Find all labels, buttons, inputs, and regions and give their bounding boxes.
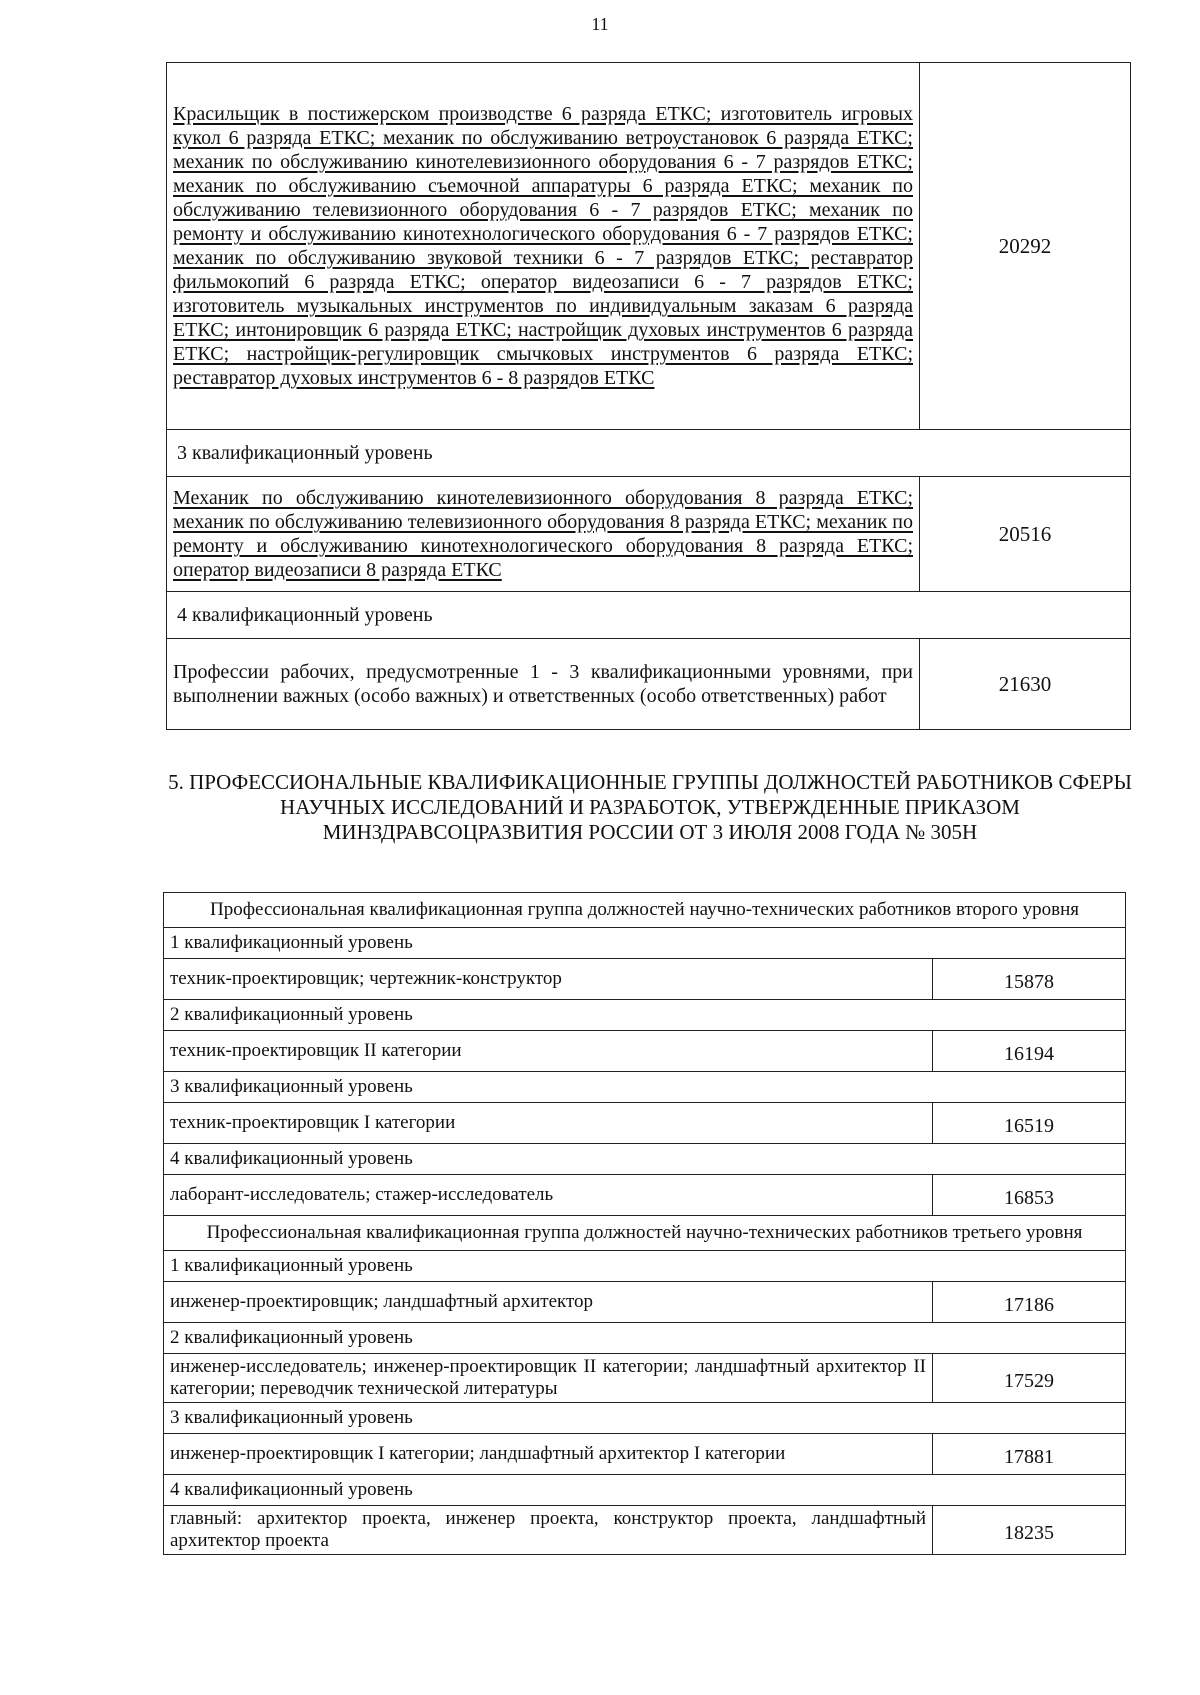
qualification-level: 2 квалификационный уровень xyxy=(164,1000,1126,1031)
table-row xyxy=(167,430,1131,477)
group-header-row xyxy=(164,893,1126,928)
table-row xyxy=(164,928,1126,959)
table-row xyxy=(167,639,1131,730)
salary-value: 20516 xyxy=(920,477,1131,592)
salary-value: 17186 xyxy=(933,1282,1126,1323)
table-row xyxy=(164,1403,1126,1434)
table-row xyxy=(164,1506,1126,1555)
table-row xyxy=(164,1144,1126,1175)
salary-value: 18235 xyxy=(933,1506,1126,1555)
table-row xyxy=(164,1031,1126,1072)
qualification-level: 1 квалификационный уровень xyxy=(164,1251,1126,1282)
profession-list: Профессии рабочих, предусмотренные 1 - 3 квалификационными уровнями, при выполнении важных (особо важных) и ответственных (особо ответственных) работ xyxy=(167,639,920,730)
qualification-level: 3 квалификационный уровень xyxy=(164,1403,1126,1434)
qualification-level: 4 квалификационный уровень xyxy=(167,592,1131,639)
table-row xyxy=(164,1282,1126,1323)
salary-value: 15878 xyxy=(933,959,1126,1000)
table-row xyxy=(164,959,1126,1000)
table-row xyxy=(164,1354,1126,1403)
position-list: главный: архитектор проекта, инженер проекта, конструктор проекта, ландшафтный архитектор проекта xyxy=(164,1506,933,1555)
qualification-level: 4 квалификационный уровень xyxy=(164,1475,1126,1506)
position-list: инженер-проектировщик I категории; ландшафтный архитектор I категории xyxy=(164,1434,933,1475)
group-header-row xyxy=(164,1216,1126,1251)
salary-value: 17529 xyxy=(933,1354,1126,1403)
group-title: Профессиональная квалификационная группа должностей научно-технических работников третьего уровня xyxy=(164,1216,1126,1251)
table-row xyxy=(164,1251,1126,1282)
table-row xyxy=(164,1475,1126,1506)
salary-value: 20292 xyxy=(920,63,1131,430)
qualification-level: 3 квалификационный уровень xyxy=(164,1072,1126,1103)
table-row xyxy=(164,1103,1126,1144)
profession-list: Красильщик в постижерском производстве 6 разряда ЕТКС; изготовитель игровых кукол 6 разряда ЕТКС; механик по обслуживанию ветроустановок 6 разряда ЕТКС; механик по обслуживанию кинотелевизионного оборудования 6 - 7 разрядов ЕТКС; механик по обслуживанию съемочной аппаратуры 6 разряда ЕТКС; механик по обслуживанию телевизионного оборудования 6 - 7 разрядов ЕТКС; механик по ремонту и обслуживанию кинотехнологического оборудования 6 - 7 разрядов ЕТКС; механик по обслуживанию звуковой техники 6 - 7 разрядов ЕТКС; реставратор фильмокопий 6 разряда ЕТКС; оператор видеозаписи 6 - 7 разрядов ЕТКС; изготовитель музыкальных инструментов по индивидуальным заказам 6 разряда ЕТКС; интонировщик 6 разряда ЕТКС; настройщик духовых инструментов 6 разряда ЕТКС; настройщик-регулировщик смычковых инструментов 6 разряда ЕТКС; реставратор духовых инструментов 6 - 8 разрядов ЕТКС xyxy=(167,63,920,430)
qualification-table-research xyxy=(163,892,1126,1555)
page-number: 11 xyxy=(591,14,609,34)
position-list: техник-проектировщик; чертежник-конструктор xyxy=(164,959,933,1000)
table-row xyxy=(164,1434,1126,1475)
table-row xyxy=(164,1323,1126,1354)
table-row xyxy=(164,1000,1126,1031)
position-list: инженер-исследователь; инженер-проектировщик II категории; ландшафтный архитектор II категории; переводчик технической литературы xyxy=(164,1354,933,1403)
section-heading: 5. ПРОФЕССИОНАЛЬНЫЕ КВАЛИФИКАЦИОННЫЕ ГРУППЫ ДОЛЖНОСТЕЙ РАБОТНИКОВ СФЕРЫ НАУЧНЫХ ИССЛЕДОВАНИЙ И РАЗРАБОТОК, УТВЕРЖДЕННЫЕ ПРИКАЗОМ МИНЗДРАВСОЦРАЗВИТИЯ РОССИИ ОТ 3 ИЮЛЯ 2008 ГОДА № 305Н xyxy=(168,770,1132,844)
profession-list: Механик по обслуживанию кинотелевизионного оборудования 8 разряда ЕТКС; механик по обслуживанию телевизионного оборудования 8 разряда ЕТКС; механик по ремонту и обслуживанию кинотехнологического оборудования 8 разряда ЕТКС; оператор видеозаписи 8 разряда ЕТКС xyxy=(167,477,920,592)
position-list: инженер-проектировщик; ландшафтный архитектор xyxy=(164,1282,933,1323)
qualification-level: 3 квалификационный уровень xyxy=(167,430,1131,477)
salary-value: 16853 xyxy=(933,1175,1126,1216)
salary-value: 21630 xyxy=(920,639,1131,730)
salary-value: 17881 xyxy=(933,1434,1126,1475)
table-row xyxy=(167,63,1131,430)
qualification-table-workers xyxy=(166,62,1131,730)
table-row xyxy=(164,1072,1126,1103)
qualification-level: 2 квалификационный уровень xyxy=(164,1323,1126,1354)
position-list: лаборант-исследователь; стажер-исследователь xyxy=(164,1175,933,1216)
table-row xyxy=(167,477,1131,592)
salary-value: 16519 xyxy=(933,1103,1126,1144)
position-list: техник-проектировщик I категории xyxy=(164,1103,933,1144)
table-row xyxy=(167,592,1131,639)
salary-value: 16194 xyxy=(933,1031,1126,1072)
qualification-level: 4 квалификационный уровень xyxy=(164,1144,1126,1175)
table-row xyxy=(164,1175,1126,1216)
group-title: Профессиональная квалификационная группа должностей научно-технических работников второго уровня xyxy=(164,893,1126,928)
position-list: техник-проектировщик II категории xyxy=(164,1031,933,1072)
qualification-level: 1 квалификационный уровень xyxy=(164,928,1126,959)
